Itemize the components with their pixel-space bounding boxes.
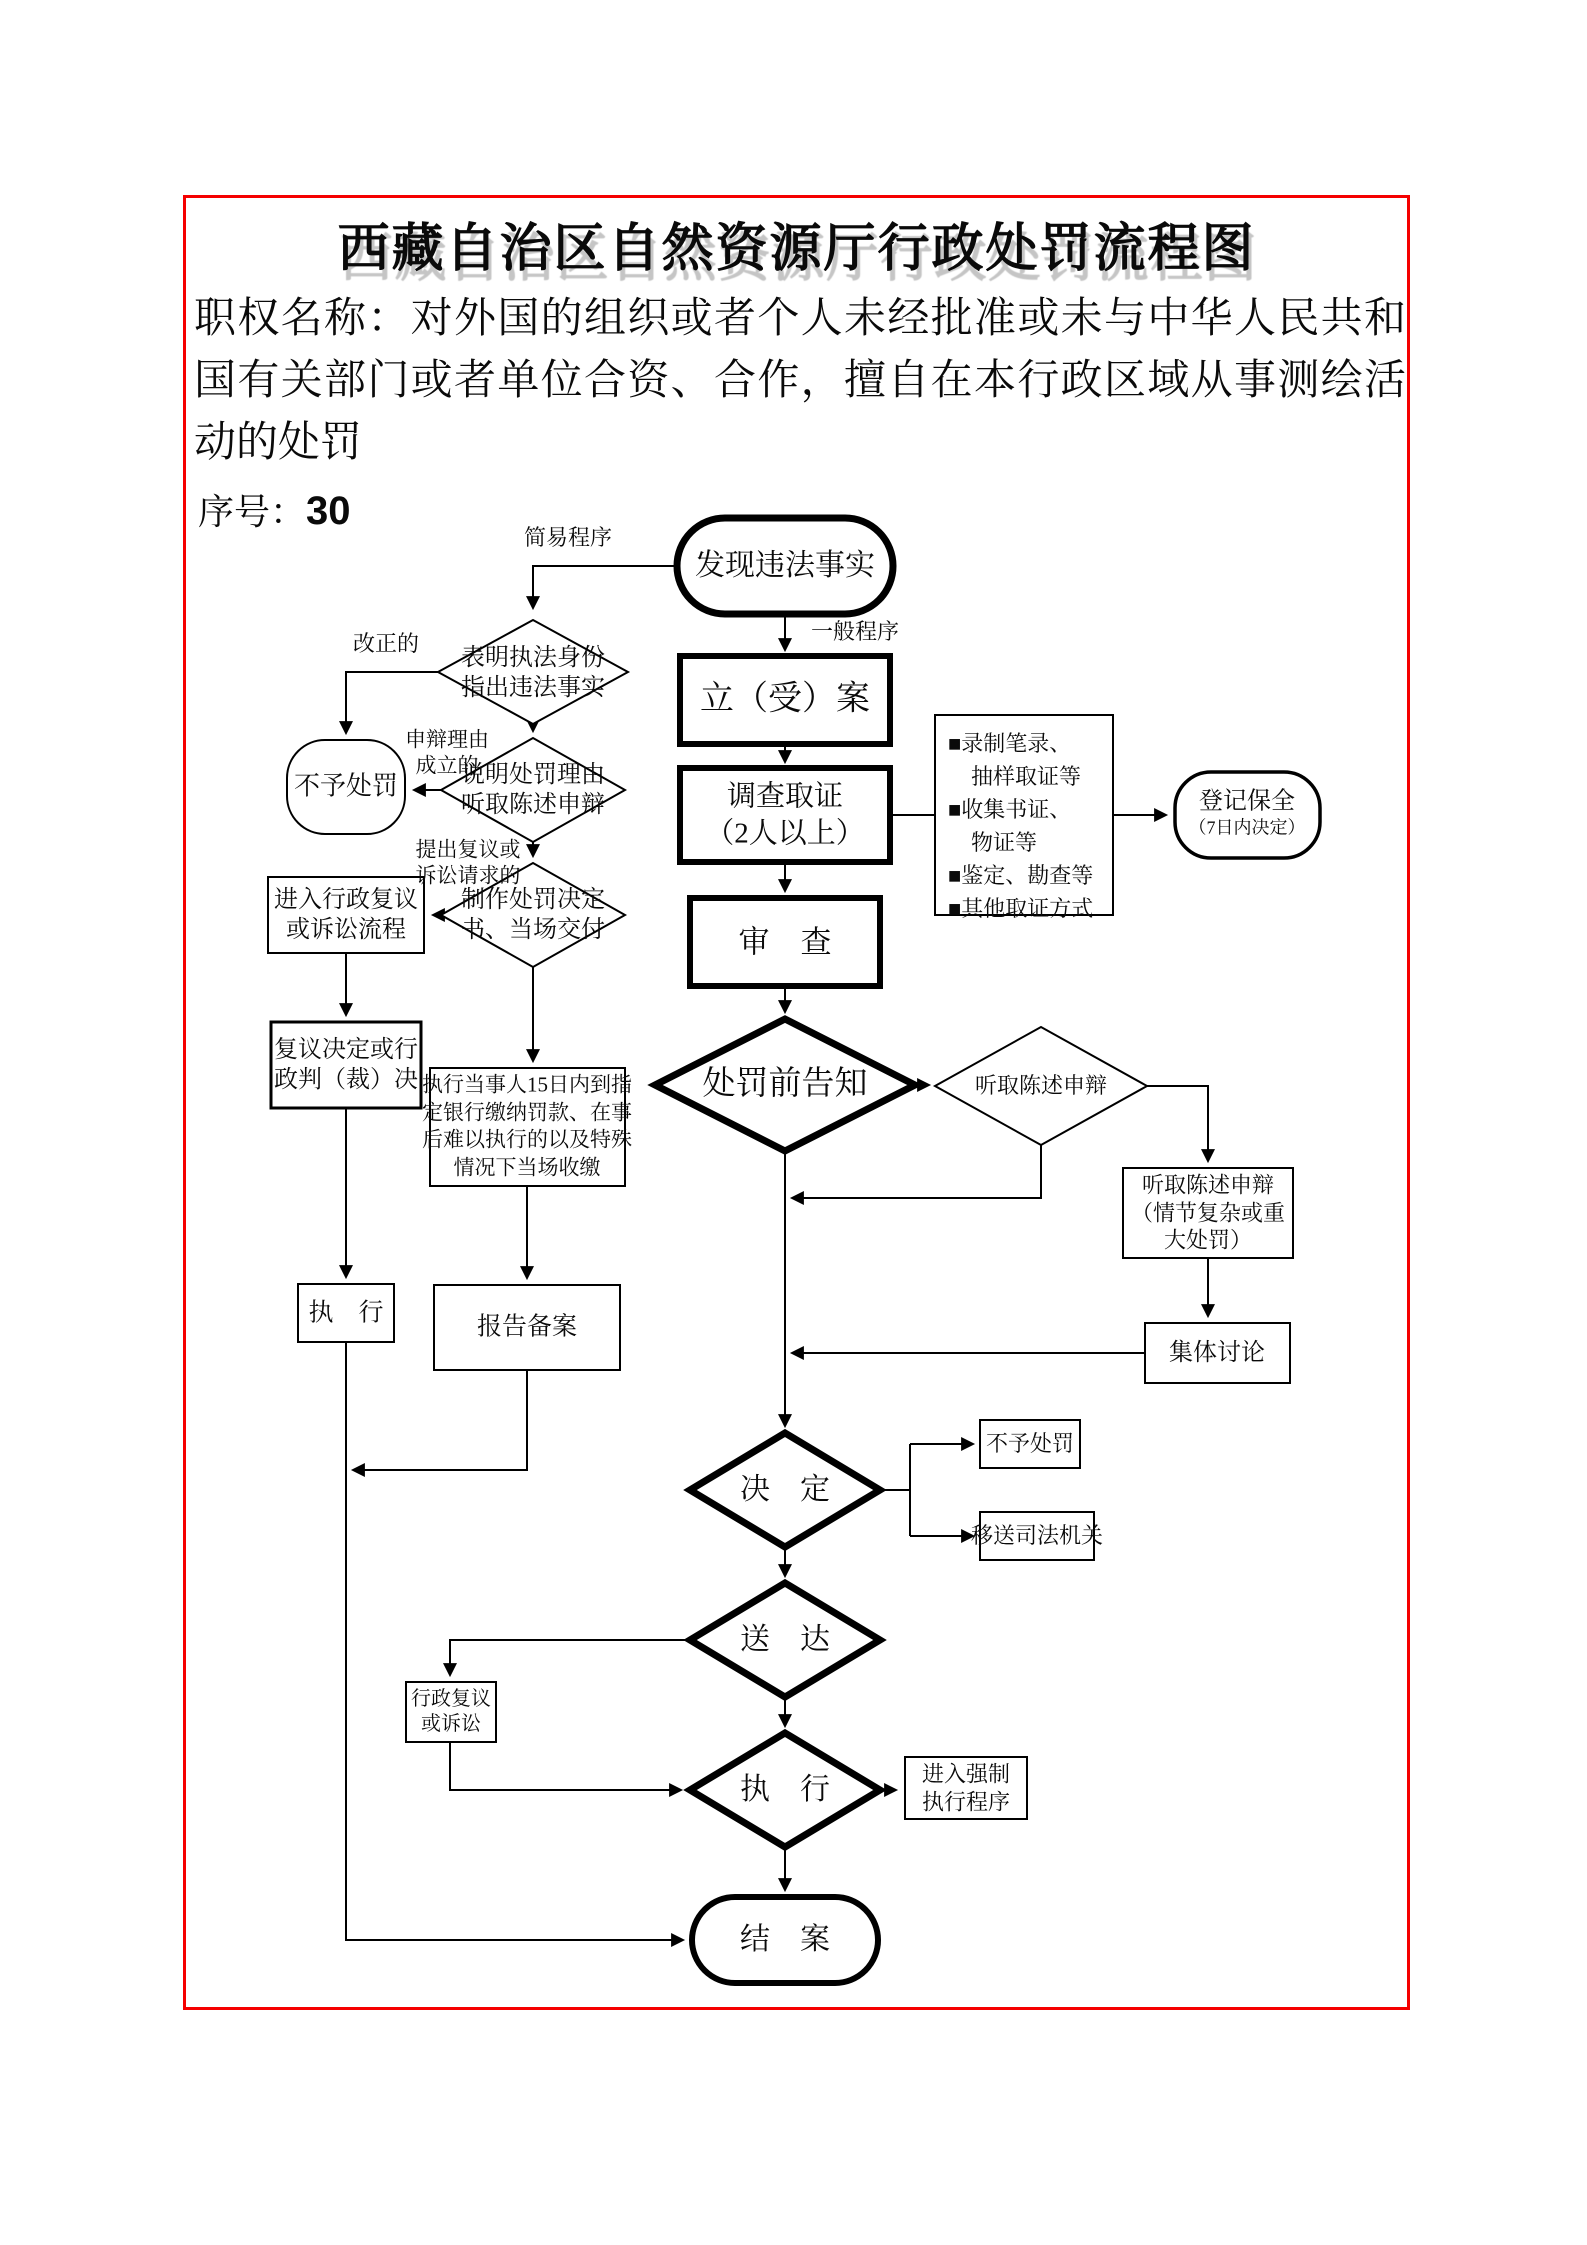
evidence-line5: ■鉴定、勘查等 bbox=[948, 863, 1094, 888]
registration-line2: （7日内决定） bbox=[1188, 817, 1306, 838]
investigate-line2: （2人以上） bbox=[705, 817, 865, 849]
evidence-line4: 物证等 bbox=[971, 830, 1038, 855]
close-case-node-label: 结 案 bbox=[740, 1923, 830, 1957]
edge-label-corrected: 改正的 bbox=[352, 631, 420, 657]
edge-heardiamond-bottom-merge bbox=[792, 1145, 1041, 1198]
forced-execution-line1: 进入强制 bbox=[921, 1761, 1011, 1787]
identity-check-label bbox=[461, 643, 605, 703]
no-penalty-right-label: 不予处罚 bbox=[985, 1431, 1075, 1457]
edge-start-to-identity bbox=[533, 566, 677, 608]
edge-label-appeal-request bbox=[416, 837, 521, 890]
admin-recon-line2: 或诉讼 bbox=[421, 1713, 481, 1735]
forced-execution-line2: 执行程序 bbox=[921, 1789, 1011, 1814]
edge-label-general-procedure: 一般程序 bbox=[810, 619, 900, 645]
evidence-line3: ■收集书证、 bbox=[948, 797, 1072, 822]
explain-penalty-line2: 听取陈述申辩 bbox=[461, 792, 605, 818]
evidence-methods-label bbox=[948, 727, 1093, 925]
serial-label: 序号： bbox=[198, 492, 307, 532]
pay-fine-line1: 执行当事人15日内到指 bbox=[422, 1072, 632, 1097]
make-decision-label bbox=[461, 885, 605, 945]
pay-fine-label bbox=[422, 1072, 632, 1183]
evidence-line2: 抽样取证等 bbox=[971, 764, 1082, 789]
evidence-line1: ■录制笔录、 bbox=[948, 731, 1072, 756]
group-discussion-label: 集体讨论 bbox=[1169, 1339, 1265, 1366]
registration-line1: 登记保全 bbox=[1199, 788, 1295, 815]
identity-check-line2: 指出违法事实 bbox=[461, 675, 605, 701]
serial-number: 30 bbox=[306, 489, 351, 533]
reconsideration-decision-label bbox=[274, 1035, 418, 1095]
edge-delivery-to-adminrecon bbox=[450, 1640, 690, 1675]
transfer-judicial-label: 移送司法机关 bbox=[970, 1523, 1104, 1549]
file-case-node-label: 立（受）案 bbox=[700, 680, 870, 718]
execute-left-label: 执 行 bbox=[308, 1299, 384, 1327]
investigate-node-label bbox=[705, 778, 865, 851]
execute-diamond-label: 执 行 bbox=[740, 1773, 830, 1807]
defense-valid-line2: 成立的 bbox=[415, 754, 479, 778]
forced-execution-label bbox=[922, 1760, 1010, 1815]
review-node-label: 审 查 bbox=[738, 924, 832, 960]
evidence-line6: ■其他取证方式 bbox=[948, 896, 1094, 921]
pay-fine-line4: 情况下当场收缴 bbox=[453, 1155, 601, 1180]
edge-adminrecon-to-execute bbox=[450, 1742, 681, 1790]
appeal-request-line2: 诉讼请求的 bbox=[415, 864, 521, 888]
defense-valid-line1: 申辩理由 bbox=[405, 727, 489, 752]
make-decision-line2: 书、当场交付 bbox=[461, 917, 605, 943]
registration-label bbox=[1189, 787, 1306, 840]
admin-reconsideration-label bbox=[411, 1687, 491, 1737]
explain-penalty-line1: 说明处罚理由 bbox=[461, 761, 605, 788]
hear-major-line1: 听取陈述申辩 bbox=[1141, 1172, 1275, 1198]
edge-label-defense-valid bbox=[405, 727, 489, 780]
page-title: 西藏自治区自然资源厅行政处罚流程图 bbox=[337, 221, 1256, 278]
hear-major-line3: 大处罚） bbox=[1163, 1227, 1253, 1253]
report-record-label: 报告备案 bbox=[476, 1313, 578, 1341]
hear-statement-major-label bbox=[1131, 1171, 1285, 1254]
decision-node-label: 决 定 bbox=[740, 1473, 830, 1507]
enter-reconsideration-label bbox=[274, 885, 418, 945]
hear-statement-label: 听取陈述申辩 bbox=[974, 1073, 1108, 1099]
reconsideration-decision-line2: 政判（裁）决 bbox=[274, 1067, 418, 1093]
investigate-line1: 调查取证 bbox=[726, 780, 844, 813]
enter-reconsideration-line2: 或诉讼流程 bbox=[286, 917, 406, 943]
identity-check-line1: 表明执法身份 bbox=[461, 644, 605, 671]
make-decision-line1: 制作处罚决定 bbox=[461, 886, 605, 913]
delivery-node-label: 送 达 bbox=[740, 1623, 830, 1657]
start-node-label: 发现违法事实 bbox=[695, 549, 875, 583]
hear-major-line2: （情节复杂或重 bbox=[1130, 1200, 1286, 1226]
authority-description: 职权名称：对外国的组织或者个人未经批准或未与中华人民共和国有关部门或者单位合资、合作，擅自在本行政区域从事测绘活动的处罚 bbox=[194, 296, 1406, 467]
enter-reconsideration-line1: 进入行政复议 bbox=[274, 886, 418, 913]
edge-label-simple-procedure: 简易程序 bbox=[523, 525, 613, 551]
pay-fine-line3: 后难以执行的以及特殊 bbox=[422, 1128, 632, 1152]
admin-recon-line1: 行政复议 bbox=[411, 1687, 491, 1710]
edge-identity-to-nopenalty-left bbox=[346, 672, 438, 733]
reconsideration-decision-line1: 复议决定或行 bbox=[274, 1036, 418, 1063]
appeal-request-line1: 提出复议或 bbox=[415, 837, 521, 862]
edge-heardiamond-to-hearbox bbox=[1147, 1086, 1208, 1161]
pre-notice-node-label: 处罚前告知 bbox=[702, 1066, 868, 1103]
pay-fine-line2: 定银行缴纳罚款、在事 bbox=[422, 1100, 632, 1125]
no-penalty-left-label: 不予处罚 bbox=[293, 771, 399, 801]
edge-report-merge bbox=[353, 1370, 527, 1470]
